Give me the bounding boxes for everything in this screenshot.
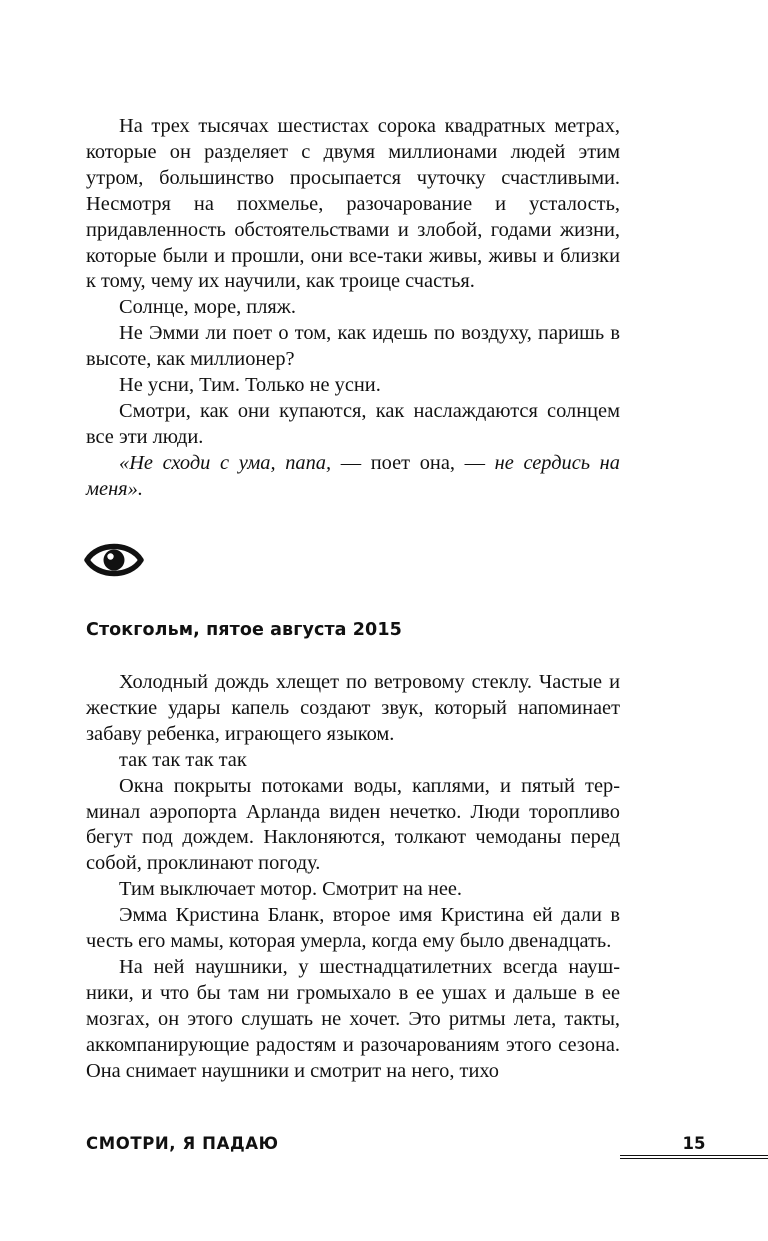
- paragraph: Холодный дождь хлещет по ветровому стеклу. Частые и жесткие удары капель создают звук, который напоминает забаву ребенка, играющего языком.: [86, 671, 620, 745]
- paragraph: Не усни, Тим. Только не усни.: [119, 374, 381, 397]
- eye-icon: [84, 536, 144, 584]
- running-title: СМОТРИ, Я ПАДАЮ: [86, 1134, 279, 1153]
- paragraph: Смотри, как они купаются, как наслаждаются солнцем все эти люди.: [86, 399, 620, 448]
- paragraph: Окна покрыты потоками воды, каплями, и пятый терминал аэропорта Арланда виден нечетко. Люди торопливо бегут под дождем. Наклоняются, толкают чемоданы перед собой, проклинают погоду.: [86, 774, 620, 875]
- footer-rule: [620, 1158, 768, 1159]
- paragraph: Не Эмми ли поет о том, как идешь по воздуху, паришь в высоте, как миллионер?: [86, 322, 620, 371]
- paragraph: На ней наушники, у шестнадцатилетних всегда наушники, и что бы там ни громыхало в ее ушах и дальше в ее мозгах, он этого слушать не хочет. Это ритмы лета, такты, аккомпанирующие радостям и разочарованиям этого сезона. Она снимает наушники и смотрит на него, тихо: [86, 955, 620, 1082]
- text-block-bottom: [86, 670, 620, 1085]
- quote-italic-part-1: «Не сходи с ума, папа,: [119, 451, 332, 474]
- paragraph: Эмма Кристина Бланк, второе имя Кристина ей дали в честь его мамы, которая умерла, когда ему было двенадцать.: [86, 904, 620, 953]
- paragraph-quote: [86, 451, 620, 503]
- text-block-top: [86, 114, 620, 503]
- page-number: 15: [682, 1134, 706, 1153]
- paragraph: Солнце, море, пляж.: [119, 296, 296, 319]
- paragraph: На трех тысячах шестистах сорока квадратных метрах, которые он разделяет с двумя миллионами людей этим утром, большинство просыпается чуточку счастливыми. Несмотря на похмелье, разочарование и усталость, придавленность обстоятельствами и злобой, годами жизни, которые были и прошли, они все-таки живы, живы и близки к тому, чему их научили, как троице счастья.: [86, 115, 620, 293]
- quote-normal-part: — поет она, —: [331, 451, 495, 474]
- quote-italic-part-2: не сердись на меня».: [86, 451, 620, 500]
- paragraph: Тим выключает мотор. Смотрит на нее.: [119, 878, 463, 901]
- paragraph: так так так так: [119, 748, 247, 771]
- section-heading: Стокгольм, пятое августа 2015: [86, 620, 402, 640]
- footer-rule: [620, 1155, 768, 1156]
